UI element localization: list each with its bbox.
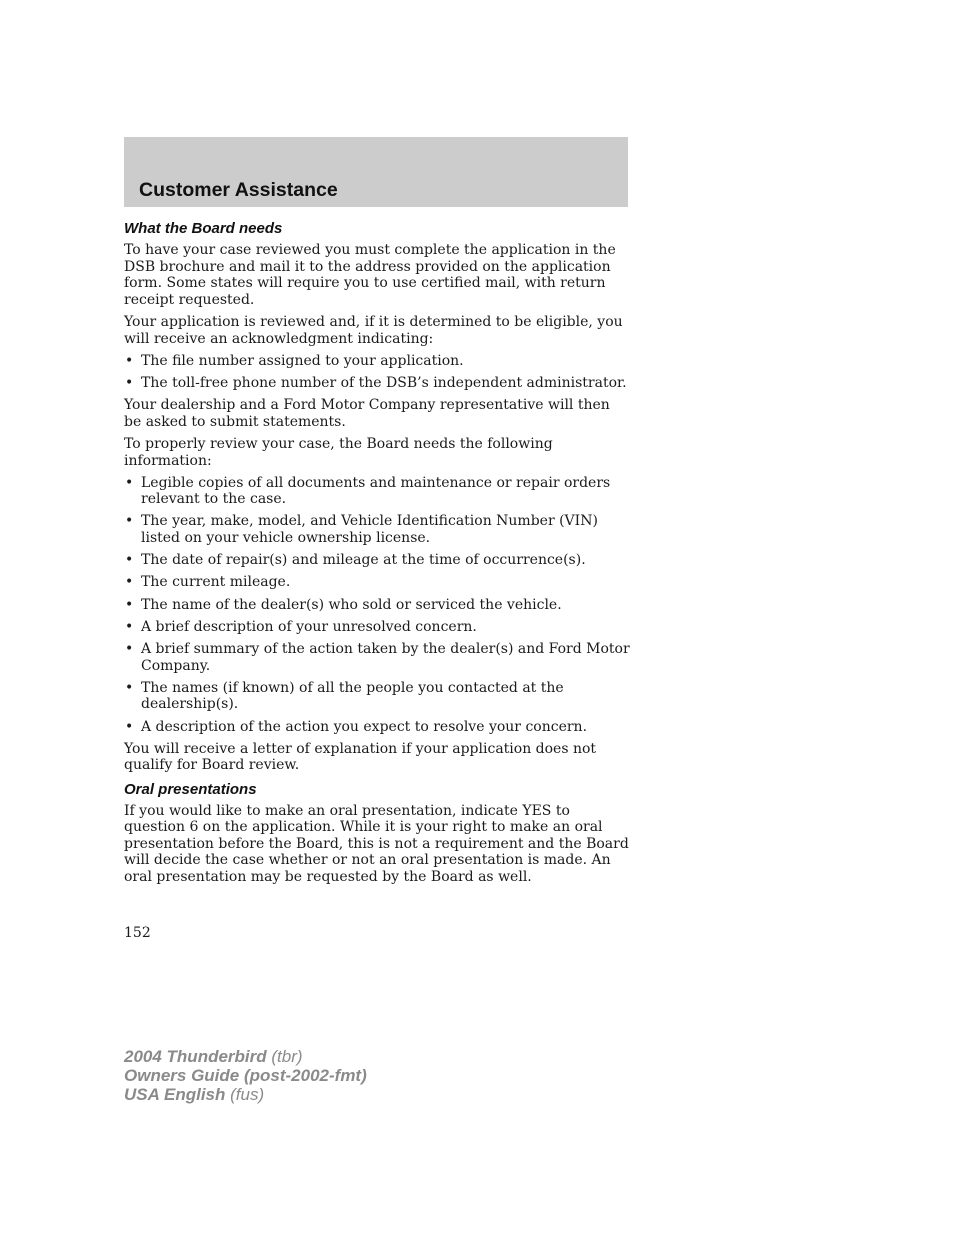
document-footer — [124, 1047, 367, 1104]
footer-model-name: 2004 Thunderbird — [124, 1047, 267, 1066]
body-paragraph: If you would like to make an oral presentation, indicate YES to question 6 on the application. While it is your right to make an oral presentation before the Board, this is not a requirement and the Board will decide the case whether or not an oral presentation is made. An oral presentation may be requested by the Board as well. — [124, 802, 629, 885]
footer-model-code: (tbr) — [271, 1047, 303, 1066]
footer-line-guide — [124, 1066, 367, 1085]
bullet-item: • A brief summary of the action taken by the dealer(s) and Ford Motor Company. — [124, 641, 630, 674]
footer-language: USA English — [124, 1085, 226, 1104]
bullet-list — [124, 353, 630, 392]
body-paragraph: Your application is reviewed and, if it is determined to be eligible, you will receive an acknowledgment indicating: — [124, 313, 623, 347]
bullet-list — [124, 475, 630, 735]
main-content — [124, 219, 630, 891]
body-paragraph: You will receive a letter of explanation if your application does not qualify for Board review. — [124, 740, 597, 774]
page-number: 152 — [124, 925, 151, 941]
bullet-item: • The current mileage. — [124, 574, 630, 591]
bullet-item: • A brief description of your unresolved concern. — [124, 619, 630, 636]
section-title: Customer Assistance — [139, 179, 338, 201]
bullet-item: • The toll-free phone number of the DSB’s independent administrator. — [124, 375, 630, 392]
footer-guide-name: Owners Guide (post-2002-fmt) — [124, 1066, 367, 1085]
section-header-band — [124, 137, 628, 207]
subsection-heading: Oral presentations — [124, 780, 257, 798]
footer-line-model — [124, 1047, 367, 1066]
bullet-item: • The date of repair(s) and mileage at the time of occurrence(s). — [124, 552, 630, 569]
footer-language-code: (fus) — [230, 1085, 265, 1104]
body-paragraph: To properly review your case, the Board needs the following information: — [124, 435, 553, 469]
bullet-item: • Legible copies of all documents and maintenance or repair orders relevant to the case. — [124, 475, 630, 508]
bullet-item: • A description of the action you expect to resolve your concern. — [124, 719, 630, 736]
subsection-heading: What the Board needs — [124, 220, 283, 237]
body-paragraph: To have your case reviewed you must complete the application in the DSB brochure and mail it to the address provided on the application form. Some states will require you to use certified mail, with return receipt requested. — [124, 242, 616, 308]
bullet-item: • The file number assigned to your application. — [124, 353, 630, 370]
bullet-item: • The year, make, model, and Vehicle Identification Number (VIN) listed on your vehicle ownership license. — [124, 513, 630, 546]
body-paragraph: Your dealership and a Ford Motor Company representative will then be asked to submit statements. — [124, 397, 610, 430]
bullet-item: • The name of the dealer(s) who sold or serviced the vehicle. — [124, 597, 630, 614]
bullet-item: • The names (if known) of all the people you contacted at the dealership(s). — [124, 680, 630, 713]
footer-line-language — [124, 1085, 367, 1104]
